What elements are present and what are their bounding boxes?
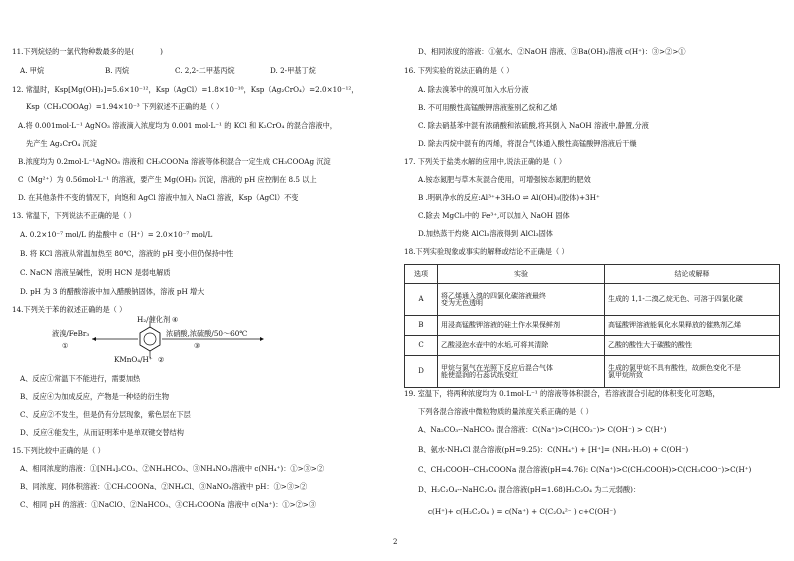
q11-option-c: C. 2,2-二甲基丙烷 (175, 66, 235, 75)
q15-option-c: C、相同 pH 的溶液：①NaClO、②NaHCO₃、③CH₃COONa 溶液中 c(Na⁺)：①>②>③ (20, 500, 317, 509)
q15-option-d: D、相同浓度的溶液：①氨水、②NaOH 溶液、③Ba(OH)₂溶液 c(H⁺)：③>②>① (418, 47, 686, 56)
q18-table (404, 264, 780, 388)
q15-stem: 15.下列比较中正确的是（ ） (12, 446, 105, 455)
q13-stem: 13. 常温下，下列说法不正确的是（ ） (12, 211, 136, 220)
page-number: 2 (393, 538, 398, 546)
q17-option-d: D.加热蒸干灼烧 AlCl₃溶液得到 AlCl₃固体 (418, 229, 553, 238)
diagram-left-reagent: 液溴/FeBr₃ (52, 329, 90, 338)
q16-option-a: A. 除去溴苯中的溴可加入水后分液 (418, 85, 529, 94)
q12-option-b: B.浓度均为 0.2mol·L⁻¹AgNO₃ 溶液和 CH₃COONa 溶液等体积混合一定生成 CH₃COOAg 沉淀 (18, 157, 331, 166)
q14-option-d: D、反应④能发生，从而证明苯中是单双键交替结构 (20, 428, 184, 437)
table-cell-option: A (405, 284, 438, 316)
q11-option-b: B. 丙烷 (105, 66, 130, 75)
table-cell-conclusion: 生成的 1,1-二溴乙烷无色、可溶于四氯化碳 (605, 284, 780, 316)
q19-option-c: C、CH₃COOH--CH₃COONa 混合溶液(pH=4.76): C(Na⁺)>C(CH₃COOH)>C(CH₃COO⁻)>C(H⁺) (418, 465, 752, 474)
q19-stem-1: 19. 室温下，将两种浓度均为 0.1mol·L⁻¹ 的溶液等体积混合，若溶液混合引起的体积变化可忽略， (404, 389, 720, 398)
q19-option-b: B、氨水-NH₄Cl 混合溶液(pH=9.25)：C(NH₄⁺) + [H⁺]= (NH₃·H₂O) + C(OH⁻) (418, 445, 689, 454)
q17-option-a: A.铵态氮肥与草木灰混合使用，可增强铵态氮肥的肥效 (418, 175, 591, 184)
q12-option-a-1: A.将 0.001mol·L⁻¹ AgNO₃ 溶液滴入浓度均为 0.001 mol·L⁻¹ 的 KCl 和 K₂CrO₄ 的混合溶液中， (18, 121, 337, 130)
table-cell-experiment: 乙酸浸泡水壶中的水垢,可将其清除 (438, 336, 605, 356)
q12-option-a-2: 先产生 Ag₂CrO₄ 沉淀 (26, 139, 97, 148)
table-cell-conclusion: 乙酸的酸性大于碳酸的酸性 (605, 336, 780, 356)
table-row (405, 356, 780, 388)
table-cell-option: D (405, 356, 438, 388)
q13-option-d: D. pH 为 3 的醋酸溶液中加入醋酸钠固体，溶液 pH 增大 (20, 287, 205, 296)
q11-option-d: D. 2-甲基丁烷 (270, 66, 316, 75)
q17-stem: 17. 下列关于盐类水解的应用中,说法正确的是（ ） (404, 157, 567, 166)
table-cell-experiment: 甲烷与氯气在光照下反应后混合气体 能使湿润的石蕊试纸变红 (438, 356, 605, 388)
q11-stem: 11.下列烷烃的一氯代物种数最多的是( ) (12, 47, 163, 56)
table-cell-experiment: 用浸高锰酸钾溶液的硅土作水果保鲜剂 (438, 316, 605, 336)
q14-option-c: C、反应②不发生，但是仍有分层现象，紫色层在下层 (20, 410, 191, 419)
table-header-option: 选项 (405, 265, 438, 284)
q18-stem: 18.下列实验现象或事实的解释或结论不正确是（ ） (404, 247, 569, 256)
q17-option-b: B .明矾净水的反应:Al³⁺+3H₂O ⇌ Al(OH)₃(胶体)+3H⁺ (418, 193, 600, 202)
q19-stem-2: 下列各混合溶液中微粒物质的量浓度关系正确的是（ ） (418, 407, 593, 416)
table-cell-option: B (405, 316, 438, 336)
q16-option-d: D. 除去丙烷中混有的丙烯，将混合气体通入酸性高锰酸钾溶液后干燥 (418, 139, 637, 148)
diagram-bottom-reagent: KMnO₄/H⁺ (114, 355, 153, 364)
table-cell-experiment: 将乙烯通入溴的四氯化碳溶液最终 变为无色透明 (438, 284, 605, 316)
diagram-top-number: ④ (172, 315, 179, 324)
q16-option-b: B. 不可用酸性高锰酸钾溶液鉴别乙烷和乙烯 (418, 103, 558, 112)
q14-stem: 14.下列关于苯的叙述正确的是（ ） (12, 305, 127, 314)
q17-option-c: C.除去 MgCl₂中的 Fe³⁺,可以加入 NaOH 固体 (418, 211, 570, 220)
diagram-left-number: ① (62, 341, 69, 350)
q19-option-a: A、Na₂CO₃--NaHCO₃ 混合溶液：C(Na⁺)>C(HCO₃⁻)> C(OH⁻) > C(H⁺) (418, 425, 667, 434)
q12-option-c: C（Mg²⁺）为 0.56mol·L⁻¹ 的溶液，要产生 Mg(OH)₂ 沉淀，溶液的 pH 应控制在 8.5 以上 (18, 175, 317, 184)
q13-option-c: C. NaCN 溶液呈碱性，说明 HCN 是弱电解质 (20, 268, 171, 277)
table-row (405, 284, 780, 316)
table-cell-conclusion: 高锰酸钾溶液能氧化水果释放的催熟剂乙烯 (605, 316, 780, 336)
table-row (405, 336, 780, 356)
table-header-row (405, 265, 780, 284)
table-header-conclusion: 结论或解释 (605, 265, 780, 284)
q14-option-a: A、反应①常温下不能进行，需要加热 (20, 374, 141, 383)
q12-option-d: D. 在其他条件不变的情况下，向饱和 AgCl 溶液中加入 NaCl 溶液，Ksp（AgCl）不变 (18, 193, 299, 202)
q15-option-a: A、相同浓度的溶液：①[NH₄]₂CO₃、②NH₄HCO₃、③NH₄NO₃溶液中 c(NH₄⁺)：①>③>② (20, 464, 325, 473)
q11-option-a: A. 甲烷 (20, 66, 45, 75)
benzene-reaction-diagram (32, 315, 272, 364)
table-row (405, 316, 780, 336)
table-cell-option: C (405, 336, 438, 356)
diagram-top-reagent: H₂/催化剂 (137, 315, 171, 324)
q16-option-c: C. 除去硝基苯中混有浓硝酸和浓硫酸,将其倒入 NaOH 溶液中,静置,分液 (418, 121, 649, 130)
diagram-bottom-number: ② (158, 355, 165, 364)
diagram-right-number: ③ (194, 341, 201, 350)
q14-option-b: B、反应④为加成反应，产物是一种烃的衍生物 (20, 392, 170, 401)
q13-option-b: B. 将 KCl 溶液从常温加热至 80℃，溶液的 pH 变小但仍保持中性 (20, 249, 234, 258)
q16-stem: 16. 下列实验的说法正确的是（ ） (404, 66, 514, 75)
q19-option-d-1: D、H₂C₂O₄--NaHC₂O₄ 混合溶液(pH=1.68)H₂C₂O₄ 为二元弱酸)： (418, 485, 641, 494)
table-header-experiment: 实验 (438, 265, 605, 284)
q12-stem-2: Ksp（CH₃COOAg）=1.94×10⁻³ 下列叙述不正确的是（ ） (26, 102, 224, 111)
diagram-right-reagent: 浓硝酸,浓硫酸/50～60℃ (166, 329, 248, 338)
q15-option-b: B、同浓度、同体积溶液：①CH₃COONa、②NH₄Cl、③NaNO₃溶液中 pH：①>③>② (20, 482, 308, 491)
q13-option-a: A. 0.2×10⁻⁷ mol/L 的盐酸中 c（H⁺）= 2.0×10⁻⁷ mol/L (20, 230, 213, 239)
q19-option-d-2: c(H⁺)+ c(H₂C₂O₄ ) = c(Na⁺) + C(C₂O₄²⁻ ) c+C(OH⁻) (428, 507, 617, 516)
q12-stem-1: 12. 常温时，Ksp[Mg(OH)₂]=5.6×10⁻¹²，Ksp（AgCl）=1.8×10⁻¹⁰，Ksp（Ag₂CrO₄）=2.0×10⁻¹²， (12, 85, 359, 94)
table-cell-conclusion: 生成的氯甲烷不具有酸性，故颜色变化不是 氯甲烷所致 (605, 356, 780, 388)
